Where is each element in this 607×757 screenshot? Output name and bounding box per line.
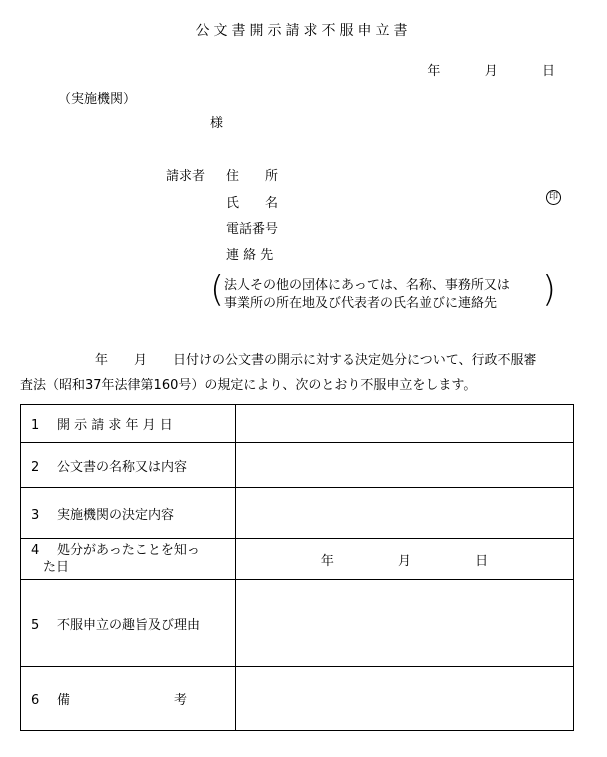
row-number: 5 [31, 617, 40, 633]
requester-label: 請求者 [166, 169, 206, 184]
row-number: 4 [31, 543, 40, 558]
agency-label: （実施機関） [58, 92, 137, 107]
row-label-request-date: 開 示 請 求 年 月 日 [57, 418, 173, 433]
note-right-paren: ) [541, 269, 556, 310]
statement-line-1: 年 月 日付けの公文書の開示に対する決定処分について、行政不服審 [95, 353, 537, 368]
page-title: 公文書開示請求不服申立書 [195, 23, 412, 39]
table-row [21, 443, 574, 488]
row-label-known-date: 処分があったことを知っ [57, 543, 200, 558]
contact-label: 連 絡 先 [226, 248, 274, 263]
known-date-day: 日 [475, 553, 489, 569]
known-date-cell[interactable] [236, 539, 574, 580]
corporate-note [210, 269, 560, 312]
table-row [21, 667, 574, 731]
decision-cell[interactable] [236, 488, 574, 539]
document-name-cell[interactable] [236, 443, 574, 488]
row-number: 1 [31, 418, 40, 433]
table-row [21, 580, 574, 667]
row-label-document-name: 公文書の名称又は内容 [57, 459, 188, 475]
note-line-2: 事業所の所在地及び代表者の氏名並びに連絡先 [224, 296, 498, 311]
row-label-known-date-cont: た日 [43, 560, 70, 575]
table-row [21, 405, 574, 443]
table-row [21, 539, 574, 580]
row-number: 6 [31, 693, 40, 708]
remarks-cell[interactable] [236, 667, 574, 731]
known-date-month: 月 [397, 553, 411, 569]
row-label-remarks: 備 考 [57, 693, 188, 708]
name-label: 氏 名 [226, 196, 279, 211]
note-left-paren: ( [210, 269, 225, 310]
address-label: 住 所 [226, 169, 279, 184]
seal-mark: 印 [546, 190, 561, 205]
sama-label: 様 [210, 116, 224, 131]
row-number: 2 [31, 459, 40, 475]
row-number: 3 [31, 507, 40, 523]
appeal-form-table [20, 404, 574, 731]
date-month: 月 [484, 64, 498, 79]
submission-date [427, 60, 555, 79]
date-year: 年 [427, 64, 441, 79]
date-day: 日 [541, 64, 555, 79]
row-label-reason: 不服申立の趣旨及び理由 [57, 617, 201, 633]
row-label-decision: 実施機関の決定内容 [57, 507, 175, 523]
note-line-1: 法人その他の団体にあっては、名称、事務所又は [224, 278, 510, 293]
reason-cell[interactable] [236, 580, 574, 667]
known-date-year: 年 [320, 553, 334, 569]
request-date-cell[interactable] [236, 405, 574, 443]
statement-line-2: 査法（昭和37年法律第160号）の規定により、次のとおり不服申立をします。 [20, 378, 477, 393]
phone-label: 電話番号 [226, 222, 279, 237]
table-row [21, 488, 574, 539]
